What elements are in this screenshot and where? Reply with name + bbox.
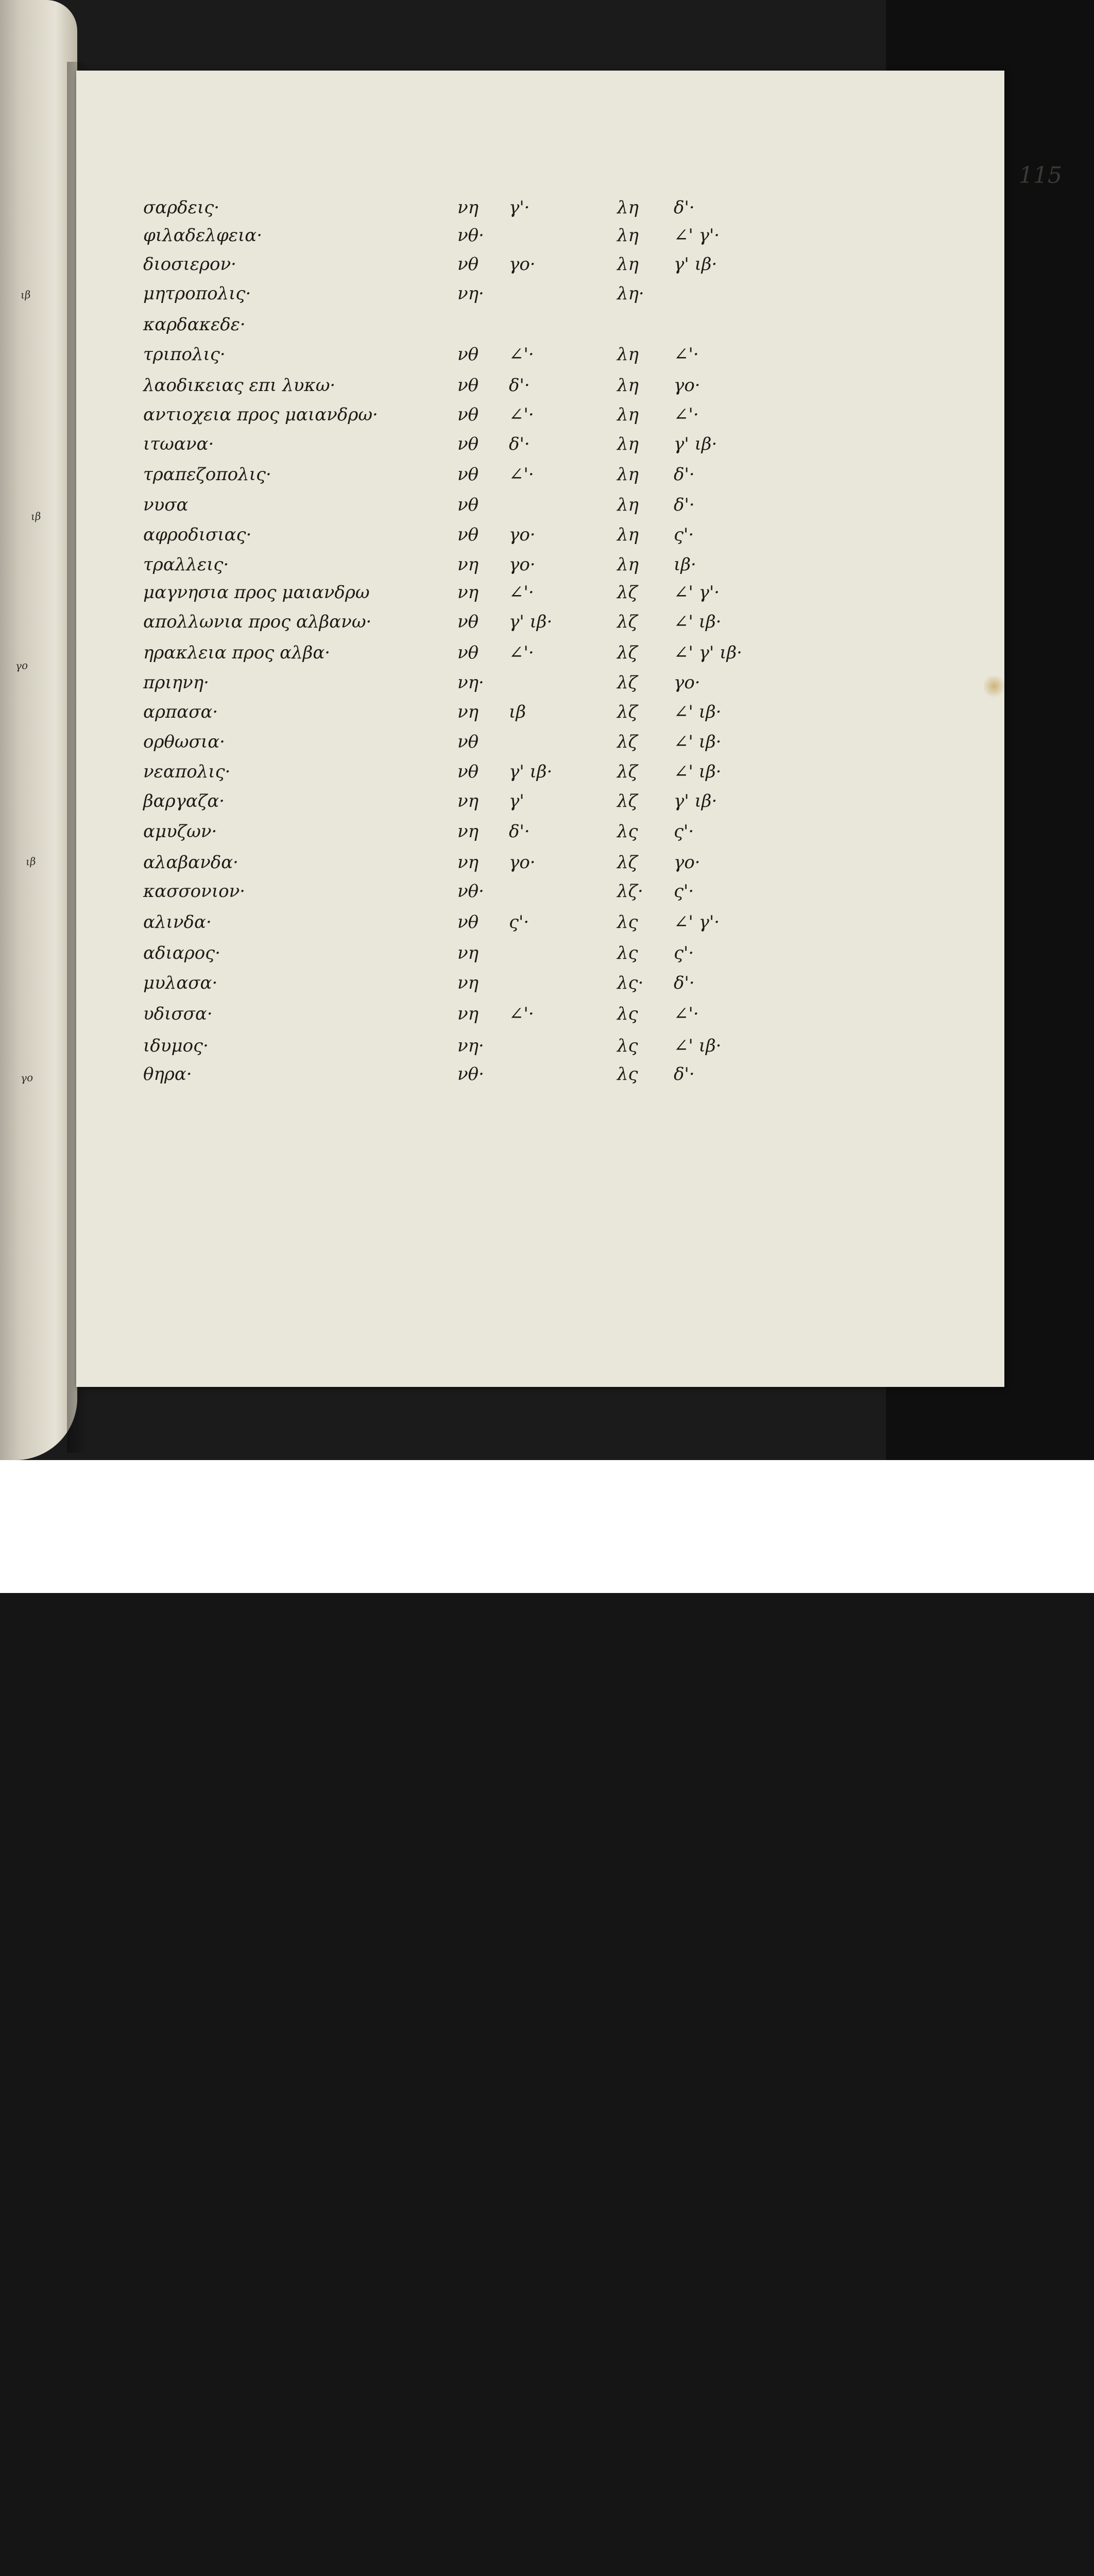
longitude-degrees: νθ (457, 464, 479, 485)
place-name: τραλλεις· (143, 554, 229, 575)
longitude-degrees: νθ (457, 761, 479, 782)
longitude-degrees: νθ (457, 404, 479, 425)
table-row (76, 434, 1004, 462)
latitude-degrees: λς (617, 912, 638, 933)
table-row (76, 672, 1004, 700)
left-margin-note: γο (20, 1071, 33, 1084)
place-name: διοσιερον· (143, 254, 236, 275)
table-row (76, 732, 1004, 759)
table-row (76, 524, 1004, 552)
latitude-fraction: ∠' γ'· (674, 912, 720, 933)
table-row (76, 225, 1004, 253)
table-row (76, 642, 1004, 670)
latitude-degrees: λη· (617, 283, 644, 304)
longitude-degrees: νη (457, 554, 479, 575)
table-row (76, 1036, 1004, 1063)
longitude-degrees: νθ (457, 642, 479, 663)
latitude-degrees: λζ (617, 672, 638, 693)
place-name: αδιαρος· (143, 943, 221, 963)
table-row (76, 1064, 1004, 1092)
place-name: αντιοχεια προς μαιανδρω· (143, 404, 378, 425)
place-name: ιτωανα· (143, 434, 214, 454)
latitude-fraction: ∠' γ'· (674, 582, 720, 603)
longitude-fraction: γο· (509, 524, 536, 545)
latitude-degrees: λς (617, 821, 638, 842)
longitude-fraction: ιβ (509, 702, 526, 722)
latitude-degrees: λζ (617, 732, 638, 752)
latitude-degrees: λη (617, 464, 639, 485)
longitude-fraction: δ'· (509, 375, 530, 396)
latitude-degrees: λζ (617, 582, 638, 603)
latitude-degrees: λς (617, 1004, 638, 1024)
table-row (76, 912, 1004, 940)
latitude-fraction: δ'· (674, 197, 695, 218)
latitude-fraction: ιβ· (674, 554, 696, 575)
latitude-fraction: ∠' ιβ· (674, 732, 722, 752)
latitude-fraction: ∠'· (674, 344, 699, 365)
latitude-fraction: ∠'· (674, 404, 699, 425)
table-row (76, 344, 1004, 372)
table-row (76, 1004, 1004, 1031)
place-name: καρδακεδε· (143, 314, 246, 335)
longitude-degrees: νθ (457, 495, 479, 515)
table-row (76, 464, 1004, 492)
table-row (76, 314, 1004, 342)
folio-number: 115 (1019, 162, 1062, 189)
place-name: νυσα (143, 495, 189, 515)
latitude-degrees: λζ (617, 642, 638, 663)
latitude-fraction: δ'· (674, 1064, 695, 1084)
latitude-fraction: ς'· (674, 524, 694, 545)
place-name: απολλωνια προς αλβανω· (143, 612, 372, 632)
manuscript-page (76, 71, 1062, 1387)
latitude-degrees: λς (617, 943, 638, 963)
longitude-fraction: γ' ιβ· (509, 612, 553, 632)
latitude-degrees: λς (617, 1064, 638, 1084)
latitude-fraction: ∠' ιβ· (674, 761, 722, 782)
left-margin-note: ιβ (30, 510, 42, 523)
longitude-fraction: ∠'· (509, 464, 534, 485)
longitude-fraction: δ'· (509, 821, 530, 842)
longitude-fraction: γο· (509, 852, 536, 873)
longitude-degrees: νθ (457, 254, 479, 275)
latitude-degrees: λη (617, 197, 639, 218)
longitude-degrees: νθ (457, 612, 479, 632)
table-row (76, 495, 1004, 522)
longitude-degrees: νθ (457, 434, 479, 454)
latitude-fraction: ∠' ιβ· (674, 702, 722, 722)
latitude-degrees: λη (617, 404, 639, 425)
latitude-fraction: ∠' ιβ· (674, 612, 722, 632)
table-row (76, 254, 1004, 282)
latitude-degrees: λη (617, 375, 639, 396)
place-name: ηρακλεια προς αλβα· (143, 642, 331, 663)
latitude-degrees: λη (617, 344, 639, 365)
latitude-degrees: λη (617, 554, 639, 575)
place-name: ιδυμος· (143, 1036, 209, 1056)
longitude-degrees: νη (457, 197, 479, 218)
place-name: ορθωσια· (143, 732, 225, 752)
longitude-degrees: νη (457, 582, 479, 603)
longitude-degrees: νη· (457, 283, 484, 304)
longitude-degrees: νη· (457, 672, 484, 693)
latitude-degrees: λζ· (617, 881, 643, 902)
latitude-fraction: ς'· (674, 943, 694, 963)
latitude-fraction: ∠' γ' ιβ· (674, 642, 742, 663)
place-name: μυλασα· (143, 973, 218, 993)
place-name: αλαβανδα· (143, 852, 238, 873)
latitude-fraction: δ'· (674, 464, 695, 485)
longitude-fraction: γο· (509, 254, 536, 275)
longitude-degrees: νθ (457, 344, 479, 365)
longitude-fraction: ς'· (509, 912, 529, 933)
longitude-fraction: ∠'· (509, 1004, 534, 1024)
left-margin-note: ιβ (20, 288, 31, 301)
table-row (76, 761, 1004, 789)
table-row (76, 375, 1004, 403)
table-row (76, 283, 1004, 311)
latitude-degrees: λζ (617, 612, 638, 632)
longitude-fraction: ∠'· (509, 404, 534, 425)
table-row (76, 943, 1004, 971)
longitude-fraction: ∠'· (509, 344, 534, 365)
longitude-degrees: νη (457, 791, 479, 811)
table-row (76, 554, 1004, 582)
latitude-degrees: λζ (617, 702, 638, 722)
latitude-fraction: ∠' ιβ· (674, 1036, 722, 1056)
longitude-degrees: νη (457, 973, 479, 993)
latitude-fraction: γο· (674, 852, 700, 873)
place-name: θηρα· (143, 1064, 192, 1084)
table-row (76, 612, 1004, 639)
left-margin-note: ιβ (25, 855, 37, 868)
latitude-degrees: λζ (617, 791, 638, 811)
longitude-degrees: νθ (457, 524, 479, 545)
place-name: αλινδα· (143, 912, 212, 933)
longitude-fraction: ∠'· (509, 642, 534, 663)
longitude-degrees: νη (457, 821, 479, 842)
longitude-degrees: νη (457, 702, 479, 722)
place-name: νεαπολις· (143, 761, 231, 782)
parchment-stain (984, 673, 1004, 699)
place-name: υδισσα· (143, 1004, 213, 1024)
longitude-degrees: νθ (457, 732, 479, 752)
latitude-fraction: γ' ιβ· (674, 434, 717, 454)
place-name: αρπασα· (143, 702, 218, 722)
table-row (76, 582, 1004, 610)
longitude-degrees: νη (457, 852, 479, 873)
table-row (76, 702, 1004, 730)
place-name: τραπεζοπολις· (143, 464, 271, 485)
place-name: σαρδεις· (143, 197, 220, 218)
latitude-fraction: ς'· (674, 881, 694, 902)
latitude-degrees: λη (617, 254, 639, 275)
latitude-fraction: γ' ιβ· (674, 791, 717, 811)
viewer-footer (0, 1460, 1094, 1593)
table-row (76, 881, 1004, 909)
latitude-fraction: ∠' γ'· (674, 225, 720, 246)
table-row (76, 852, 1004, 880)
left-facing-page (0, 0, 77, 1460)
latitude-fraction: δ'· (674, 973, 695, 993)
latitude-fraction: ∠'· (674, 1004, 699, 1024)
table-row (76, 197, 1004, 225)
place-name: πριηνη· (143, 672, 209, 693)
latitude-degrees: λς (617, 1036, 638, 1056)
latitude-fraction: γ' ιβ· (674, 254, 717, 275)
place-name: τριπολις· (143, 344, 226, 365)
longitude-degrees: νθ (457, 912, 479, 933)
latitude-fraction: δ'· (674, 495, 695, 515)
latitude-degrees: λη (617, 434, 639, 454)
longitude-degrees: νθ· (457, 881, 484, 902)
longitude-fraction: δ'· (509, 434, 530, 454)
place-name: κασσονιον· (143, 881, 246, 902)
longitude-degrees: νθ· (457, 1064, 484, 1084)
latitude-fraction: γο· (674, 375, 700, 396)
table-row (76, 821, 1004, 849)
place-name: αφροδισιας· (143, 524, 252, 545)
latitude-degrees: λη (617, 524, 639, 545)
place-name: αμυζων· (143, 821, 217, 842)
latitude-degrees: λη (617, 225, 639, 246)
latitude-fraction: ς'· (674, 821, 694, 842)
place-name: μαγνησια προς μαιανδρω (143, 582, 370, 603)
table-row (76, 791, 1004, 819)
table-row (76, 404, 1004, 432)
place-name: βαργαζα· (143, 791, 225, 811)
latitude-fraction: γο· (674, 672, 700, 693)
latitude-degrees: λς· (617, 973, 644, 993)
left-margin-note: γο (15, 659, 28, 672)
longitude-degrees: νθ· (457, 225, 484, 246)
longitude-fraction: γ'· (509, 197, 530, 218)
place-name: μητροπολις· (143, 283, 251, 304)
table-row (76, 973, 1004, 1001)
longitude-degrees: νη (457, 943, 479, 963)
latitude-degrees: λζ (617, 761, 638, 782)
place-name: λαοδικειας επι λυκω· (143, 375, 336, 396)
longitude-fraction: γ' (509, 791, 524, 811)
longitude-fraction: γ' ιβ· (509, 761, 553, 782)
place-name: φιλαδελφεια· (143, 225, 263, 246)
latitude-degrees: λη (617, 495, 639, 515)
longitude-degrees: νη· (457, 1036, 484, 1056)
longitude-degrees: νη (457, 1004, 479, 1024)
latitude-degrees: λζ (617, 852, 638, 873)
longitude-degrees: νθ (457, 375, 479, 396)
longitude-fraction: γο· (509, 554, 536, 575)
longitude-fraction: ∠'· (509, 582, 534, 603)
